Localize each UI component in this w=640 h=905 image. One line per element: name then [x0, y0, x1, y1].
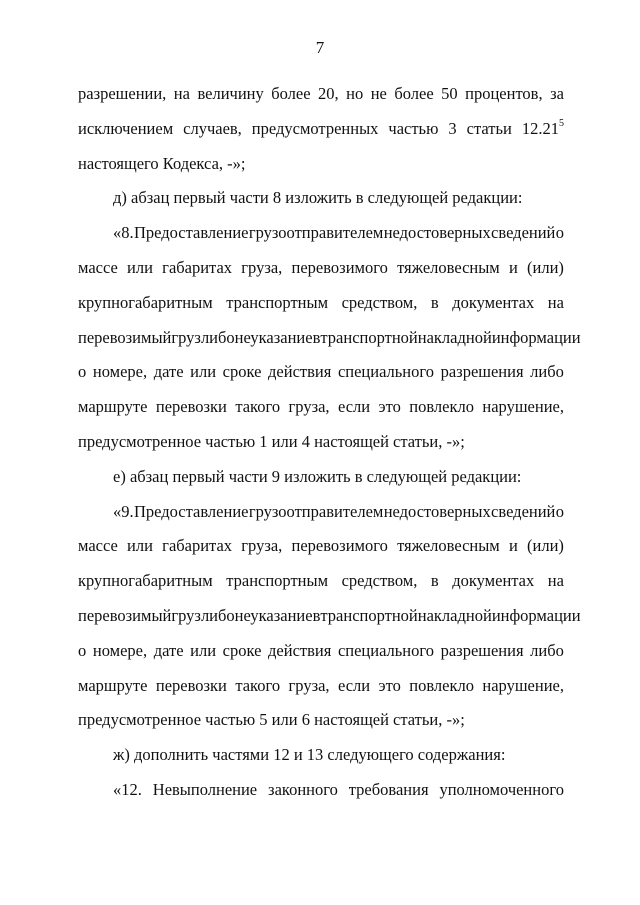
word: разрешения [440, 640, 524, 660]
word: о [555, 223, 564, 243]
word: Предоставление [133, 223, 249, 243]
word: повлекло [409, 675, 474, 695]
word: уполномоченного [439, 780, 564, 799]
word: разрешения [440, 362, 524, 382]
word: действия [268, 362, 332, 382]
word: Предоставление [133, 501, 249, 521]
word: дате [153, 362, 184, 382]
word: и [508, 536, 518, 556]
word: если [337, 675, 371, 695]
word: разрешении, [78, 84, 167, 103]
word: крупногабаритным [78, 571, 213, 591]
word: сведений [491, 223, 556, 243]
word: на [547, 292, 564, 312]
word: специального [337, 640, 434, 660]
word: перевозки [155, 397, 227, 417]
word: и [508, 258, 518, 277]
word: или [127, 536, 153, 556]
word: груз [171, 327, 201, 347]
word: более [394, 84, 434, 103]
superscript: 5 [558, 117, 564, 129]
text-line: предусмотренное частью 1 или 4 настоящей статьи, -»; [78, 432, 465, 451]
word: транспортным [226, 292, 329, 312]
word: информации [491, 606, 581, 625]
text-line [78, 84, 564, 104]
word: груза, [288, 675, 330, 695]
word: или [190, 640, 217, 660]
word: маршруте [78, 397, 148, 417]
word: сроке [222, 640, 262, 660]
word: документах [452, 571, 535, 591]
word: груза, [288, 397, 330, 417]
word: если [337, 397, 371, 417]
word: требования [348, 780, 429, 799]
text-line [78, 327, 581, 348]
word: перевозимого [291, 536, 388, 556]
text-line [113, 223, 564, 243]
text-line [78, 293, 564, 313]
word-with-superscript [522, 119, 564, 139]
text-line [78, 571, 564, 591]
text-line: ж) дополнить частями 12 и 13 следующего содержания: [113, 745, 506, 765]
word: более [271, 84, 311, 103]
word: перевозимого [291, 258, 388, 277]
word: либо [530, 362, 564, 382]
word: груз [171, 606, 201, 625]
word: габаритах [162, 536, 233, 556]
word: информации [491, 327, 581, 347]
word: номере, [92, 362, 148, 382]
word: груза, [241, 258, 283, 277]
word: нарушение, [482, 397, 564, 417]
word: 20, [318, 84, 339, 103]
word: перевозимый [78, 606, 172, 625]
word: либо [200, 327, 235, 347]
word: в [430, 292, 439, 312]
word: транспортной [320, 606, 418, 625]
text-line: д) абзац первый части 8 изложить в следующей редакции: [113, 188, 523, 208]
word: в [312, 606, 321, 625]
text-line [78, 258, 564, 278]
word: о [78, 640, 87, 660]
word: процентов, [465, 84, 543, 103]
text-line [78, 641, 564, 661]
word: маршруте [78, 675, 148, 695]
text-line [78, 119, 564, 139]
text-line [113, 780, 564, 800]
word: повлекло [409, 397, 474, 417]
word: величину [197, 84, 264, 103]
text-line: предусмотренное частью 5 или 6 настоящей статьи, -»; [78, 710, 465, 730]
word: крупногабаритным [78, 292, 213, 312]
word: тяжеловесным [397, 258, 500, 277]
word: Невыполнение [152, 780, 258, 799]
word: перевозимый [78, 327, 172, 347]
word: специального [337, 362, 434, 382]
word: 12.21 [521, 118, 559, 138]
word: предусмотренных [251, 118, 379, 138]
word: на [547, 571, 564, 591]
word: накладной [417, 606, 492, 625]
word: либо [530, 640, 564, 660]
word: законного [268, 780, 338, 799]
word: о [78, 362, 87, 382]
word: неуказание [234, 606, 313, 625]
word: тяжеловесным [397, 536, 500, 556]
word: в [430, 571, 439, 591]
word: средством, [341, 292, 418, 312]
word: частью [388, 118, 439, 138]
word: или [190, 362, 217, 382]
word: статьи [466, 118, 512, 138]
text-line [78, 536, 564, 556]
word: действия [268, 640, 332, 660]
word: сроке [222, 362, 262, 382]
word: массе [78, 258, 118, 277]
page-number: 7 [315, 38, 325, 57]
word: нарушение, [482, 675, 564, 695]
word: это [378, 675, 401, 695]
word: «8. [113, 223, 134, 243]
word: «9. [113, 501, 134, 521]
text-line [78, 362, 564, 382]
word: неуказание [234, 327, 313, 347]
text-line [78, 676, 564, 696]
word: транспортным [226, 571, 329, 591]
word: либо [200, 606, 235, 625]
text-line: настоящего Кодекса, -»; [78, 153, 246, 173]
word: документах [452, 292, 535, 312]
word: 50 [441, 84, 458, 103]
word: номере, [92, 640, 148, 660]
word: такого [235, 675, 281, 695]
word: груза, [241, 536, 283, 556]
word: массе [78, 536, 118, 556]
word: перевозки [155, 675, 227, 695]
word: случаев, [183, 118, 242, 138]
word: средством, [341, 571, 418, 591]
word: сведений [491, 501, 556, 521]
word: такого [235, 397, 281, 417]
word: это [378, 397, 401, 417]
word: 3 [448, 118, 457, 138]
text-line: е) абзац первый части 9 изложить в следующей редакции: [113, 466, 522, 486]
word: недостоверных [383, 501, 491, 521]
word: не [370, 84, 387, 103]
text-line [113, 502, 564, 522]
word: накладной [417, 327, 492, 347]
word: недостоверных [383, 223, 491, 243]
word: грузоотправителем [248, 223, 384, 243]
word: грузоотправителем [248, 501, 384, 521]
word: на [173, 84, 190, 103]
text-line [78, 606, 581, 626]
word: (или) [527, 536, 564, 556]
word: «12. [113, 780, 142, 799]
word: о [555, 501, 564, 521]
word: или [127, 258, 153, 277]
word: (или) [527, 258, 564, 277]
word: в [312, 327, 321, 347]
word: но [346, 84, 364, 103]
word: транспортной [320, 327, 418, 347]
word: исключением [78, 118, 174, 138]
word: дате [153, 640, 184, 660]
word: габаритах [162, 258, 233, 277]
word: за [550, 84, 564, 103]
text-line [78, 397, 564, 417]
